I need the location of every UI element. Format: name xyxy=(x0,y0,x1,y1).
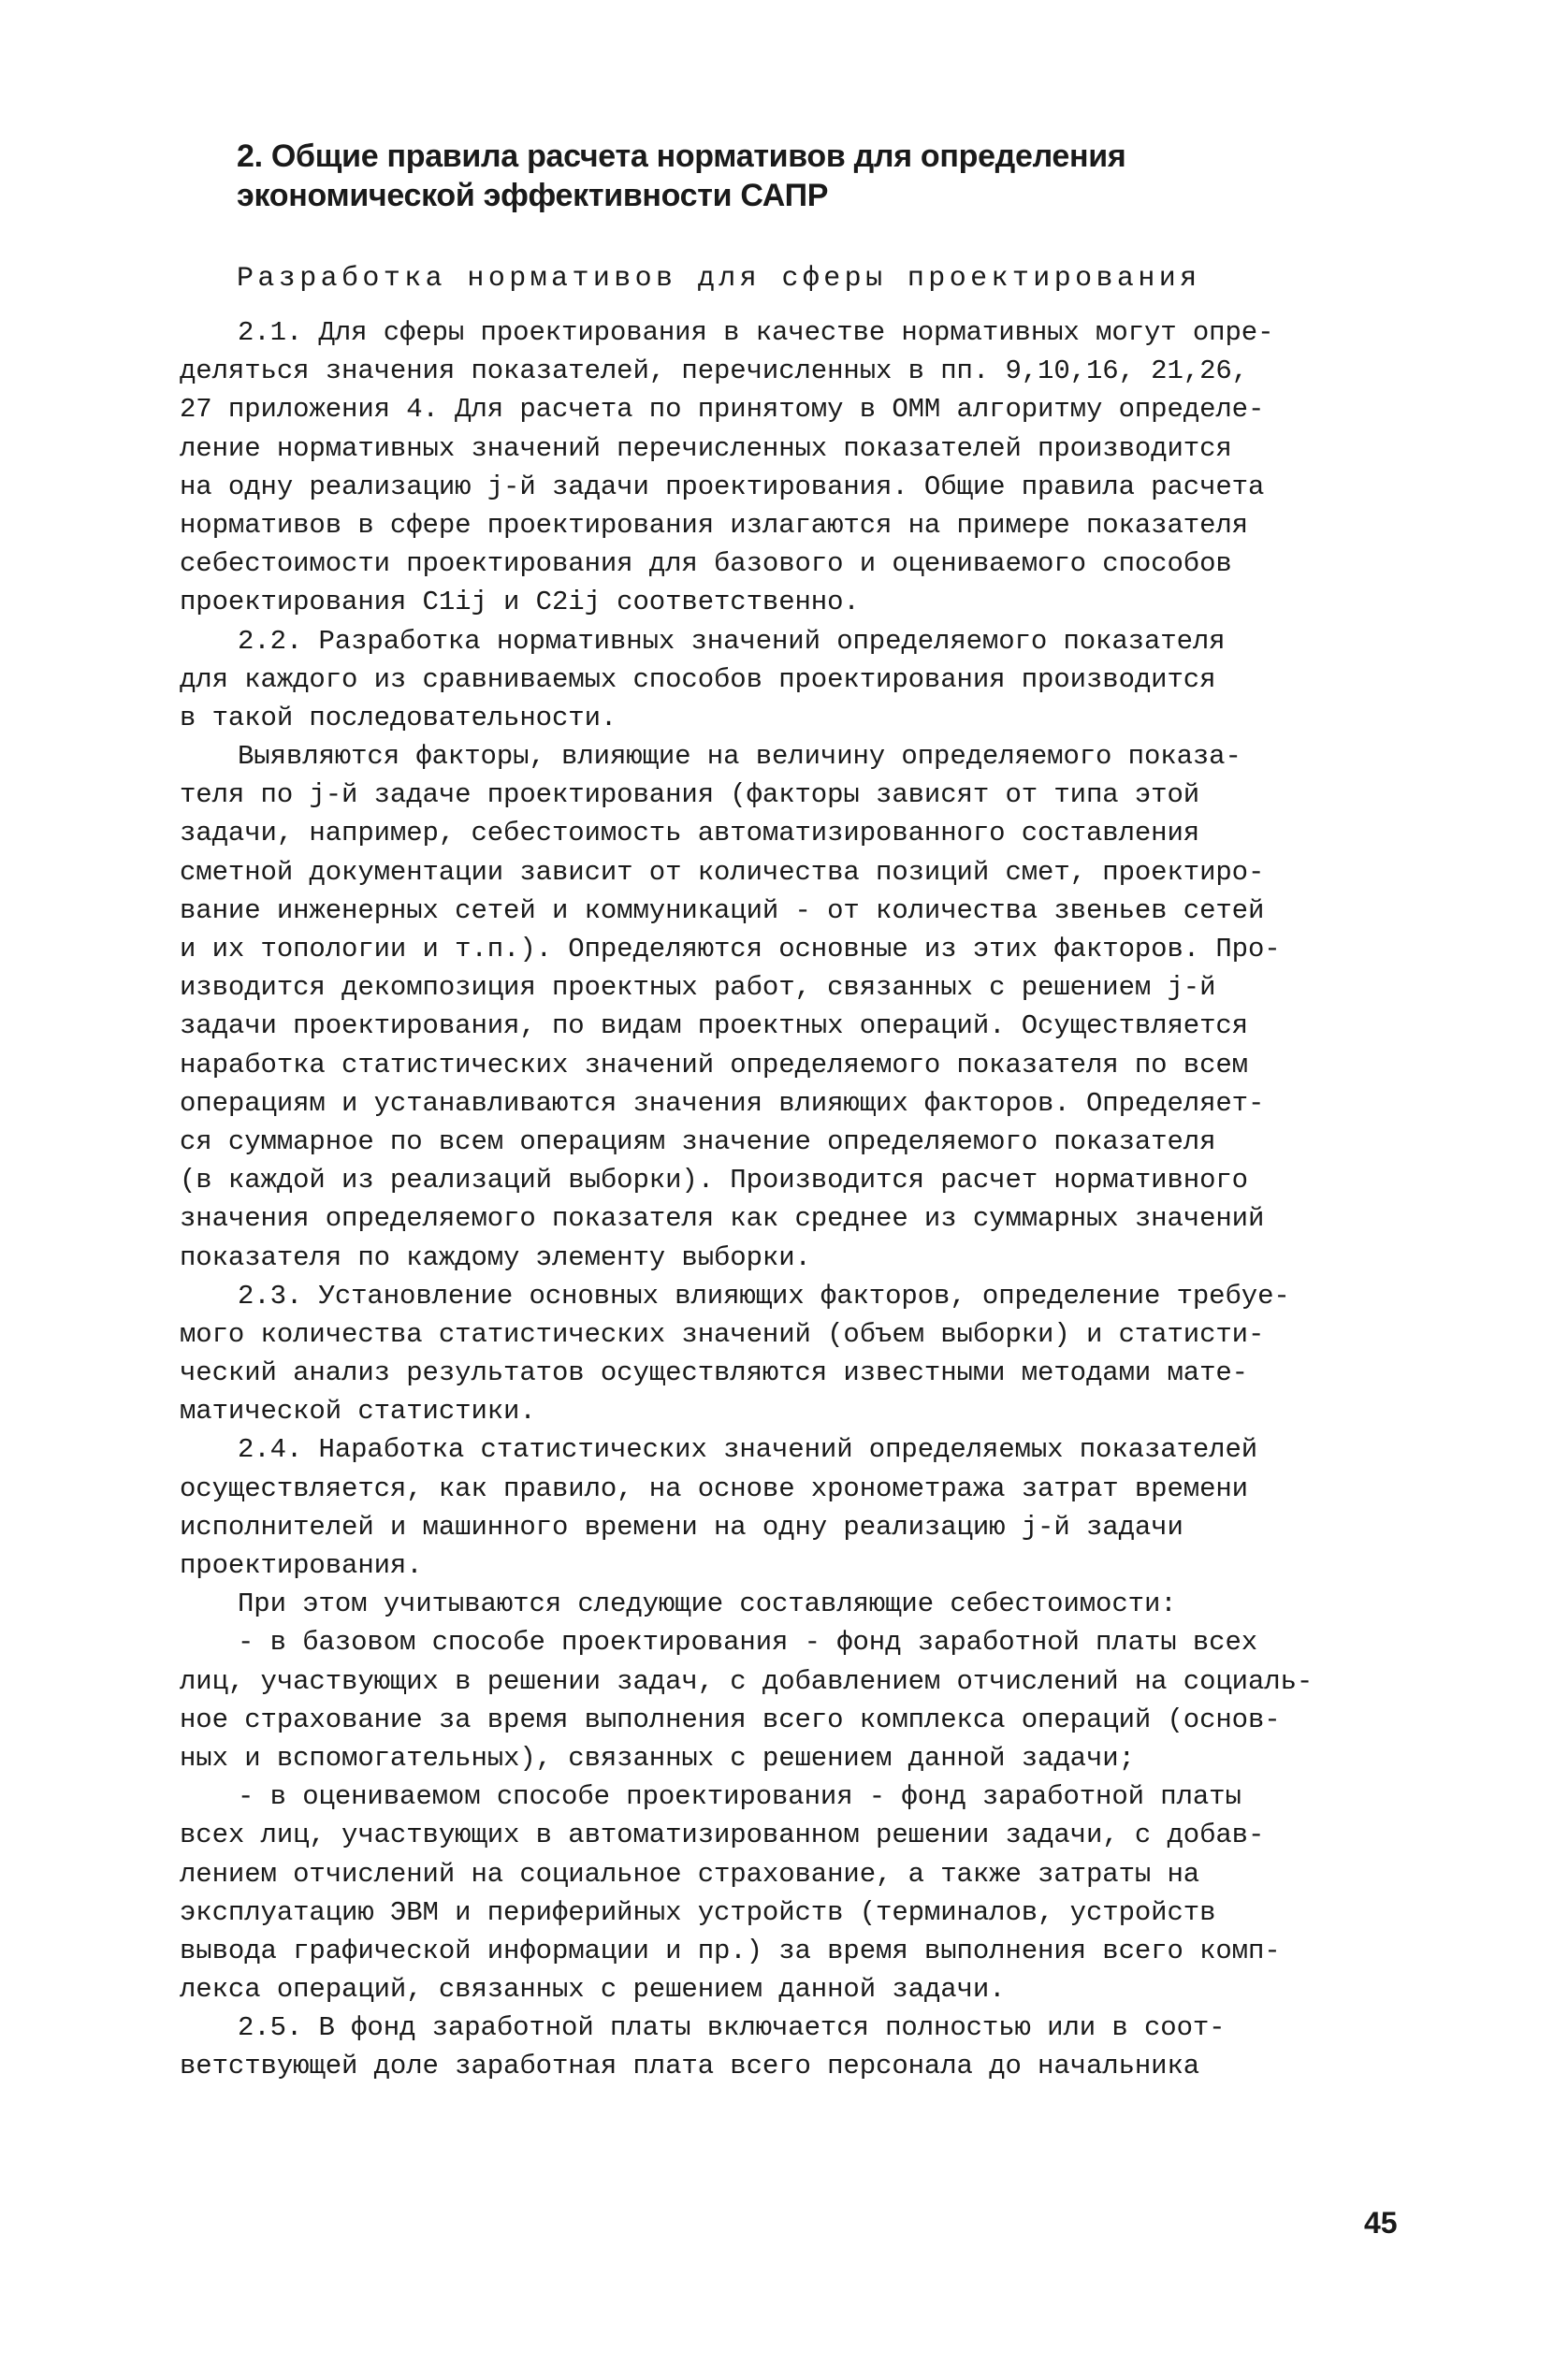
text-line: ных и вспомогательных), связанных с решением данной задачи; xyxy=(180,1742,1135,1774)
text-line: - в оцениваемом способе проектирования - фонд заработной платы xyxy=(238,1781,1241,1813)
text-line: лиц, участвующих в решении задач, с добавлением отчислений на социаль- xyxy=(180,1665,1314,1697)
text-line: осуществляется, как правило, на основе хронометража затрат времени xyxy=(180,1472,1248,1504)
text-line: вание инженерных сетей и коммуникаций - от количества звеньев сетей xyxy=(180,894,1265,926)
text-line: Выявляются факторы, влияющие на величину определяемого показа- xyxy=(238,741,1241,773)
text-line: изводится декомпозиция проектных работ, связанных с решением j-й xyxy=(180,972,1216,1004)
text-line: матической статистики. xyxy=(180,1396,536,1428)
text-line: себестоимости проектирования для базового и оцениваемого способов xyxy=(180,548,1232,580)
text-line: 2.5. В фонд заработной платы включается полностью или в соот- xyxy=(238,2012,1226,2044)
text-line: для каждого из сравниваемых способов проектирования производится xyxy=(180,663,1216,695)
paragraph-2-1 xyxy=(180,313,1415,622)
text-line: ветствующей доле заработная плата всего персонала до начальника xyxy=(180,2051,1200,2082)
text-line: проектирования. xyxy=(180,1550,423,1581)
text-line: (в каждой из реализаций выборки). Производится расчет нормативного xyxy=(180,1165,1248,1197)
text-line: наработка статистических значений определяемого показателя по всем xyxy=(180,1049,1248,1080)
paragraph-2-3 xyxy=(180,1277,1415,1431)
text-line: ление нормативных значений перечисленных показателей производится xyxy=(180,432,1232,464)
text-line: вывода графической информации и пр.) за время выполнения всего комп- xyxy=(180,1935,1281,1966)
text-line: При этом учитываются следующие составляющие себестоимости: xyxy=(238,1588,1177,1620)
text-line: показателя по каждому элементу выборки. xyxy=(180,1241,811,1273)
text-line: задачи проектирования, по видам проектных операций. Осуществляется xyxy=(180,1010,1248,1042)
text-line: исполнителей и машинного времени на одну реализацию j-й задачи xyxy=(180,1511,1183,1543)
text-line: теля по j-й задаче проектирования (факторы зависят от типа этой xyxy=(180,779,1200,811)
text-line: - в базовом способе проектирования - фонд заработной платы всех xyxy=(238,1627,1258,1659)
paragraph-base-method xyxy=(180,1623,1415,1777)
section-heading-line-2: экономической эффективности САПР xyxy=(237,178,829,213)
subsection-heading: Разработка нормативов для сферы проектирования xyxy=(237,263,1201,295)
text-line: 2.4. Наработка статистических значений определяемых показателей xyxy=(238,1434,1258,1466)
text-line: 2.1. Для сферы проектирования в качестве нормативных могут опре- xyxy=(238,317,1274,348)
text-line: ное страхование за время выполнения всего комплекса операций (основ- xyxy=(180,1704,1281,1735)
section-heading-line-1: 2. Общие правила расчета нормативов для определения xyxy=(237,138,1126,174)
text-line: операциям и устанавливаются значения влияющих факторов. Определяет- xyxy=(180,1087,1265,1119)
paragraph-2-2 xyxy=(180,622,1415,738)
text-line: нормативов в сфере проектирования излагаются на примере показателя xyxy=(180,509,1248,541)
text-line: задачи, например, себестоимость автоматизированного составления xyxy=(180,818,1200,849)
text-line: 2.3. Установление основных влияющих факторов, определение требуе- xyxy=(238,1280,1290,1312)
text-line: лением отчислений на социальное страхование, а также затраты на xyxy=(180,1858,1200,1890)
paragraph-2-5 xyxy=(180,2009,1415,2085)
text-line: эксплуатацию ЭВМ и периферийных устройств (терминалов, устройств xyxy=(180,1896,1216,1928)
section-heading xyxy=(237,137,1359,215)
text-line: всех лиц, участвующих в автоматизированном решении задачи, с добав- xyxy=(180,1820,1265,1851)
body-text xyxy=(180,309,1415,2086)
text-line: в такой последовательности. xyxy=(180,702,617,733)
text-line: значения определяемого показателя как среднее из суммарных значений xyxy=(180,1203,1265,1235)
page-number: 45 xyxy=(1364,2206,1398,2240)
text-line: сметной документации зависит от количества позиций смет, проектиро- xyxy=(180,856,1265,888)
paragraph-2-4 xyxy=(180,1430,1415,1585)
text-line: и их топологии и т.п.). Определяются основные из этих факторов. Про- xyxy=(180,934,1281,964)
text-line: проектирования C1ij и C2ij соответственно. xyxy=(180,587,860,618)
paragraph-evaluated-method xyxy=(180,1777,1415,2009)
paragraph-costs-intro xyxy=(180,1585,1415,1623)
text-line: ся суммарное по всем операциям значение определяемого показателя xyxy=(180,1125,1216,1157)
text-line: ческий анализ результатов осуществляются известными методами мате- xyxy=(180,1357,1248,1389)
text-line: деляться значения показателей, перечисленных в пп. 9,10,16, 21,26, xyxy=(180,355,1248,387)
text-line: на одну реализацию j-й задачи проектирования. Общие правила расчета xyxy=(180,471,1265,502)
text-line: лекса операций, связанных с решением данной задачи. xyxy=(180,1974,1006,2006)
text-line: 27 приложения 4. Для расчета по принятому в ОММ алгоритму определе- xyxy=(180,394,1265,426)
text-line: мого количества статистических значений (объем выборки) и статисти- xyxy=(180,1318,1265,1350)
paragraph-factors xyxy=(180,737,1415,1277)
text-line: 2.2. Разработка нормативных значений определяемого показателя xyxy=(238,625,1226,657)
